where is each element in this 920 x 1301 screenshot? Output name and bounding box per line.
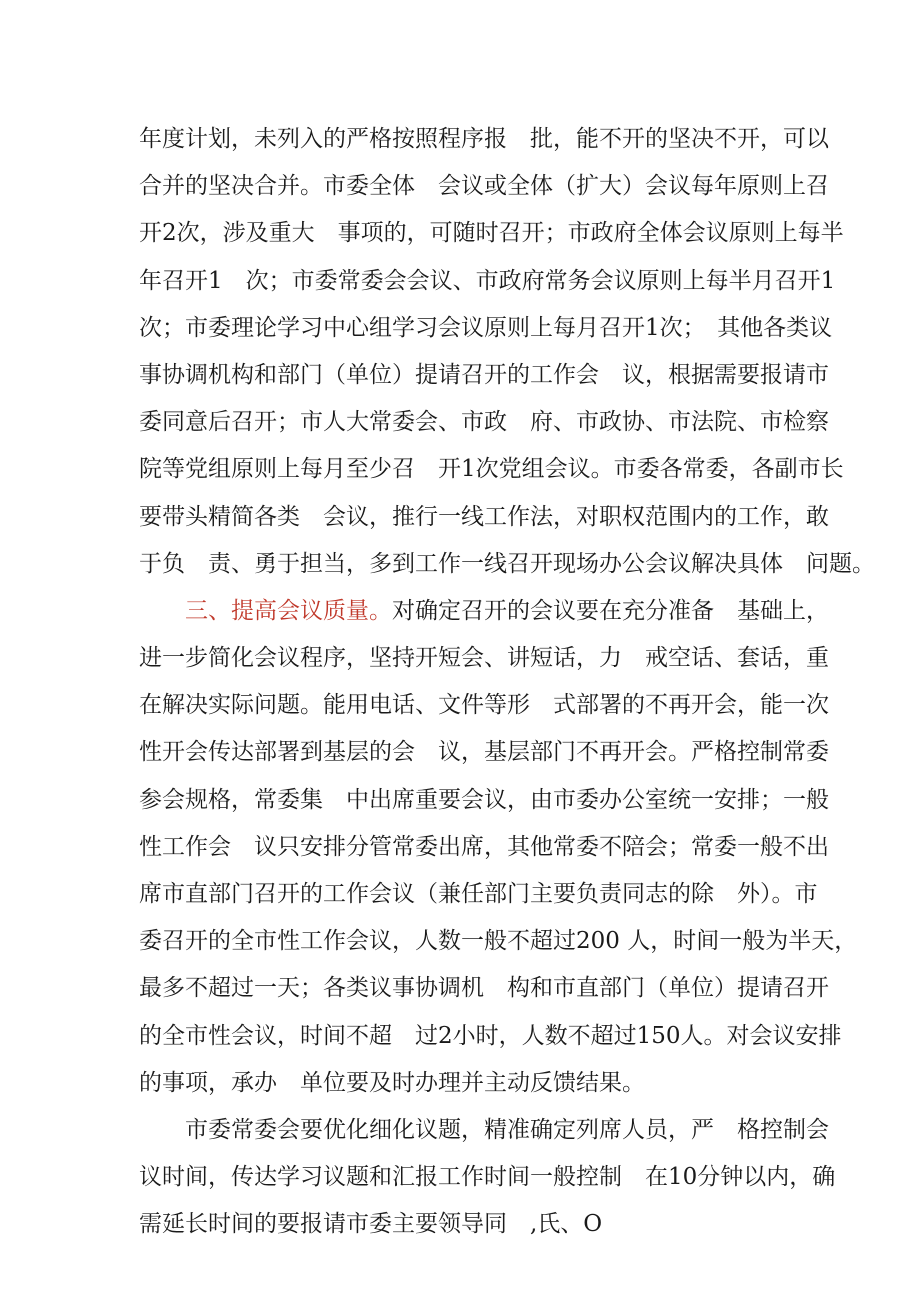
text-line: 年召开1 次；市委常委会会议、市政府常务会议原则上每半月召开1 <box>139 267 836 294</box>
text-fragment: 对确定召开的会议要在充分准备 基础上， <box>392 597 829 624</box>
text-line: 的事项，承办 单位要及时办理并主动反馈结果。 <box>139 1069 645 1096</box>
paragraph-meeting-quality <box>139 588 858 1107</box>
text-line <box>139 588 829 635</box>
text-line: 性开会传达部署到基层的会 议，基层部门不再开会。严格控制常委 <box>139 739 829 766</box>
text-line: 最多不超过一天；各类议事协调机 构和市直部门（单位）提请召开 <box>139 975 829 1002</box>
text-line: 席市直部门召开的工作会议（兼任部门主要负责同志的除 外）。市 <box>139 881 818 907</box>
text-line: 委同意后召开；市人大常委会、市政 府、市政协、市法院、市检察 <box>139 409 829 436</box>
text-line: 开2次，涉及重大 事项的，可随时召开；市政府全体会议原则上每半 <box>139 220 844 247</box>
document-body <box>139 116 875 1249</box>
text-line: 委召开的全市性工作会议，人数一般不超过200 人，时间一般为半天， <box>139 928 858 955</box>
text-line: 的全市性会议，时间不超 过2小时，人数不超过150人。对会议安排 <box>139 1022 842 1049</box>
text-line: 年度计划，未列入的严格按照程序报 批，能不开的坚决不开，可以 <box>139 126 829 152</box>
text-line: 议时间，传达学习议题和汇报工作时间一般控制 在10分钟以内，确 <box>139 1164 836 1191</box>
paragraph-standing-committee <box>139 1107 836 1249</box>
text-line: 要带头精简各类 会议，推行一线工作法，对职权范围内的工作，敢 <box>139 503 829 530</box>
text-line: 在解决实际问题。能用电话、文件等形 式部署的不再开会，能一次 <box>139 692 829 719</box>
text-line: 次；市委理论学习中心组学习会议原则上每月召开1次； 其他各类议 <box>139 314 833 341</box>
section-heading: 三、提高会议质量。 <box>185 597 392 624</box>
text-line: 进一步简化会议程序，坚持开短会、讲短话，力 戒空话、套话，重 <box>139 645 829 672</box>
text-line: 事协调机构和部门（单位）提请召开的工作会 议，根据需要报请市 <box>139 361 829 388</box>
text-line: 需延长时间的要报请市委主要领导同 ,氏、O <box>139 1211 603 1238</box>
text-line: 合并的坚决合并。市委全体 会议或全体（扩大）会议每年原则上召 <box>139 173 829 200</box>
text-line: 于负 责、勇于担当，多到工作一线召开现场办公会议解决具体 问题。 <box>139 550 875 577</box>
text-line: 参会规格，常委集 中出席重要会议，由市委办公室统一安排；一般 <box>139 786 829 813</box>
text-line: 性工作会 议只安排分管常委出席，其他常委不陪会；常委一般不出 <box>139 833 829 860</box>
text-line: 院等党组原则上每月至少召 开1次党组会议。市委各常委，各副市长 <box>139 456 844 483</box>
text-line: 市委常委会要优化细化议题，精准确定列席人员，严 格控制会 <box>185 1116 829 1143</box>
paragraph-meeting-frequency <box>139 116 875 588</box>
